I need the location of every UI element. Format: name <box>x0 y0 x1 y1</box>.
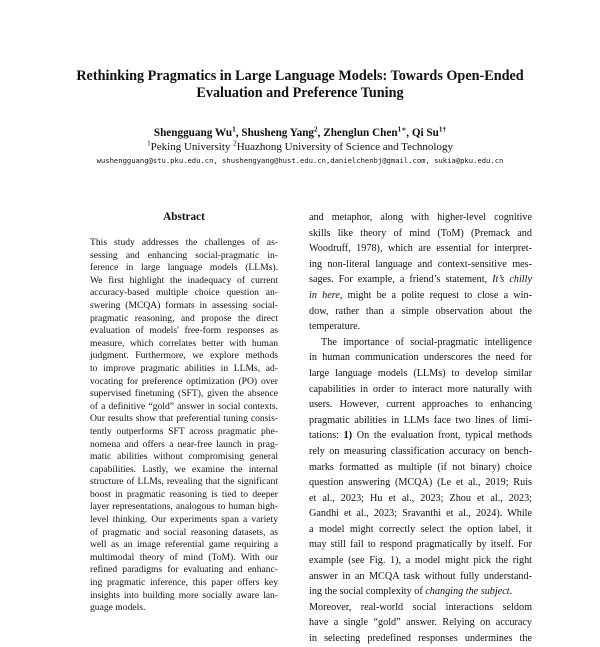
abstract-line: Our results show that preferential tuning consis- <box>90 413 278 425</box>
body-italic: changing the subject <box>425 586 510 598</box>
body-line: a model might correctly select the option label, it <box>309 523 532 535</box>
body-line <box>309 272 532 288</box>
body-line: and metaphor, along with higher-level cognitive <box>309 212 532 223</box>
author-name: Shusheng Yang <box>241 127 315 139</box>
body-line: may still fail to respond pragmatically by itself. For <box>309 539 532 551</box>
affiliation-mark: 1 <box>147 139 151 148</box>
body-line: The importance of social-pragmatic intelligence <box>321 336 532 348</box>
paper-title-line-1: Rethinking Pragmatics in Large Language Models: Towards Open-Ended <box>76 68 524 84</box>
body-line: dow, rather than a simple observation about the <box>309 305 532 317</box>
body-italic: in here <box>309 289 340 301</box>
body-line: question answering (MCQA) (Le et al., 2019; Ruis <box>309 477 532 489</box>
abstract-line: ing pragmatic inference, this paper offers key <box>90 577 278 589</box>
body-line: capabilities in order to interact more naturally with <box>309 383 532 395</box>
abstract-line: of pragmatic and social reasoning datasets, as <box>90 526 278 538</box>
abstract-line: guage models. <box>90 602 146 614</box>
abstract-line: refined paradigms for evaluating and enhanc- <box>90 564 278 576</box>
abstract-line: This study addresses the challenges of as- <box>90 237 278 248</box>
body-line: have a single “gold” answer. Relying on accuracy <box>309 617 532 629</box>
author-emails: wushengguang@stu.pku.edu.cn, shushengyang@hust.edu.cn,danielchenbj@gmail.com, sukia@pku.edu.cn <box>96 156 504 165</box>
body-line: in selecting predefined responses undermines the <box>309 633 532 645</box>
body-line: large language models (LLMs) to develop similar <box>309 367 532 379</box>
body-line: ing non-literal language and context-sensitive mes- <box>309 258 532 270</box>
abstract-line: accuracy-based multiple choice question an- <box>90 287 278 299</box>
body-line: marks formatted as multiple (if not binary) choice <box>309 461 532 473</box>
body-bold: 1) <box>343 430 353 442</box>
abstract-line: vocating for preference optimization (PO) over <box>90 375 278 387</box>
body-text: On the evaluation front, typical methods <box>352 430 532 442</box>
abstract-line: supervised finetuning (SFT), given the absence <box>90 388 278 400</box>
body-line: pragmatic abilities in LLMs face two lines of limi- <box>309 414 532 426</box>
abstract-line: ference in large language models (LLMs). <box>90 262 278 274</box>
abstract-line: to improve pragmatic abilities in LLMs, ad- <box>90 362 278 374</box>
body-line <box>309 584 532 600</box>
abstract-line: We first highlight the inadequacy of current <box>90 274 278 286</box>
abstract-line: layer representations, analogous to human high- <box>90 501 278 513</box>
body-line: in human communication underscores the need for <box>309 352 532 364</box>
abstract-heading: Abstract <box>163 211 205 223</box>
abstract-line: of a definitive “gold” answer in social contexts. <box>90 400 278 412</box>
affiliation-list <box>40 140 560 154</box>
body-line: skills like theory of mind (ToM) (Premack and <box>309 227 532 239</box>
author-mark: 1† <box>438 125 447 134</box>
abstract-line: boost in pragmatic reasoning is tied to deeper <box>90 488 278 500</box>
body-line: Moreover, real-world social interactions seldom <box>309 601 532 613</box>
author-name: Shengguang Wu <box>153 127 233 139</box>
abstract-line: nomena and offers a near-free launch in prag- <box>90 438 278 450</box>
abstract-line: insights into building more socially aware lan- <box>90 589 278 601</box>
body-line <box>309 428 532 444</box>
body-line: users. However, current approaches to enhancing <box>309 399 532 411</box>
body-column-right <box>309 210 532 647</box>
abstract-line: swering (MCQA) formats in assessing social- <box>90 299 278 311</box>
affiliation-name: Peking University <box>150 141 231 153</box>
author-name: Qi Su <box>411 127 439 139</box>
affiliation-name: Huazhong University of Science and Technology <box>236 141 453 153</box>
body-line: temperature. <box>309 321 361 333</box>
abstract-line: evaluation of models' free-form responses as <box>90 325 278 337</box>
body-line: Gandhi et al., 2023; Sravanthi et al., 2024). While <box>309 508 532 520</box>
body-text: , might be a polite request to close a win- <box>339 289 532 301</box>
paper-title-line-2: Evaluation and Preference Tuning <box>196 85 404 101</box>
abstract-line: sessing and enhancing social-pragmatic in- <box>90 249 278 261</box>
body-text: sages. For example, a friend’s statement, <box>309 274 493 286</box>
body-line: et al., 2023; Hu et al., 2023; Zhou et al., 2023; <box>309 492 532 504</box>
author-mark: 2 <box>314 125 318 134</box>
author-mark: 1 <box>232 125 236 134</box>
abstract-line: multimodal theory of mind (ToM). With our <box>90 551 278 563</box>
body-text: tations: <box>309 430 344 442</box>
abstract-line: capabilities. Lastly, we examine the internal <box>90 463 278 475</box>
abstract-line: structure of LLMs, revealing that the significant <box>90 476 278 488</box>
author-name: Zhenglun Chen <box>323 127 398 139</box>
abstract-body <box>90 237 278 615</box>
affiliation-mark: 2 <box>233 139 237 148</box>
abstract-line: tently outperforms SFT across pragmatic phe- <box>90 425 278 437</box>
author-mark: 1∗ <box>397 125 407 134</box>
abstract-line: pragmatic reasoning, and propose the direct <box>90 312 278 324</box>
abstract-line: matic abilities without compromising general <box>90 451 278 463</box>
body-line: Woodruff, 1978), which are essential for interpret- <box>309 243 532 255</box>
author-list: Shengguang Wu$^1$, Shusheng Yang$^2$, Zhenglun Chen$^{1∗}$, Qi $Su^{1\dagger}$ <box>153 125 447 139</box>
body-text: ing the social complexity of <box>309 586 426 598</box>
body-line: rely on measuring classification accuracy on bench- <box>309 445 532 457</box>
abstract-line: measure, which correlates better with human <box>90 337 278 349</box>
paper-title <box>40 68 560 102</box>
body-line: answer in an MCQA task without fully understand- <box>309 570 532 582</box>
body-line <box>309 288 532 304</box>
abstract-line: level thinking. Our experiments span a variety <box>90 514 278 526</box>
body-italic: It’s chilly <box>492 274 532 286</box>
body-text: . <box>509 586 513 598</box>
abstract-line: well as an image referential game requiring a <box>90 539 278 551</box>
body-line: example (see Fig. 1), a model might pick the right <box>309 555 532 567</box>
abstract-line: judgment. Furthermore, we explore methods <box>90 350 278 362</box>
